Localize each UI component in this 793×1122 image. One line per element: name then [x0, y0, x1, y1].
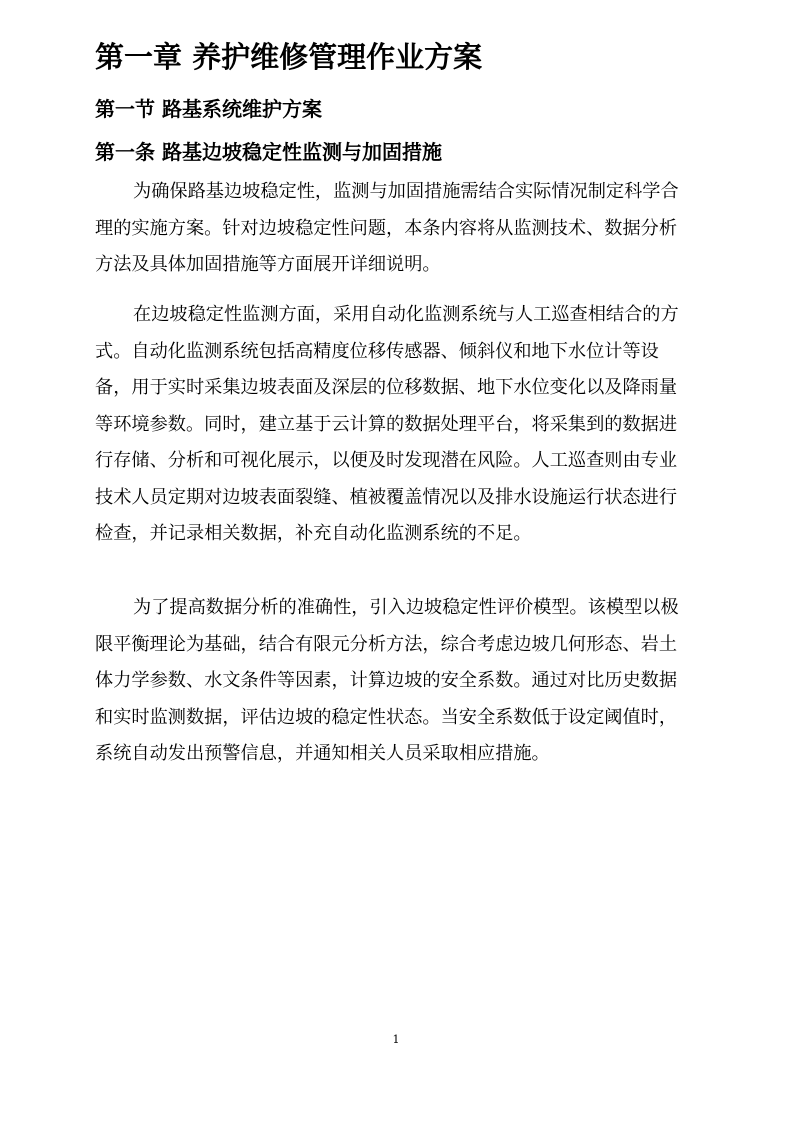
paragraph-line: 体力学参数、水文条件等因素，计算边坡的安全系数。通过对比历史数据 [95, 670, 678, 691]
chapter-title: 第一章 养护维修管理作业方案 [95, 40, 483, 74]
paragraph-line: 限平衡理论为基础，结合有限元分析方法，综合考虑边坡几何形态、岩土 [95, 633, 678, 655]
paragraph-line: 方法及具体加固措施等方面展开详细说明。 [95, 254, 441, 275]
article-title: 第一条 路基边坡稳定性监测与加固措施 [95, 140, 442, 164]
paragraph-line: 行存储、分析和可视化展示，以便及时发现潜在风险。人工巡查则由专业 [95, 450, 678, 471]
paragraph-line: 技术人员定期对边坡表面裂缝、植被覆盖情况以及排水设施运行状态进行 [95, 486, 678, 508]
paragraph-line: 式。自动化监测系统包括高精度位移传感器、倾斜仪和地下水位计等设 [95, 340, 659, 362]
paragraph-line: 检查，并记录相关数据，补充自动化监测系统的不足。 [95, 523, 532, 544]
paragraph-line: 为确保路基边坡稳定性，监测与加固措施需结合实际情况制定科学合 [133, 181, 679, 202]
paragraph-line: 备，用于实时采集边坡表面及深层的位移数据、地下水位变化以及降雨量 [95, 377, 678, 398]
paragraph-1 [95, 174, 695, 284]
paragraph-line: 理的实施方案。针对边坡稳定性问题，本条内容将从监测技术、数据分析 [95, 217, 678, 239]
paragraph-line: 为了提高数据分析的准确性，引入边坡稳定性评价模型。该模型以极 [133, 597, 679, 618]
paragraph-line: 在边坡稳定性监测方面，采用自动化监测系统与人工巡查相结合的方 [133, 304, 679, 325]
paragraph-2 [95, 297, 695, 553]
paragraph-line: 系统自动发出预警信息，并通知相关人员采取相应措施。 [95, 743, 550, 764]
page-number: 1 [392, 1033, 400, 1046]
paragraph-3 [95, 590, 695, 773]
section-title: 第一节 路基系统维护方案 [95, 97, 322, 121]
paragraph-line: 和实时监测数据，评估边坡的稳定性状态。当安全系数低于设定阈值时， [95, 706, 678, 728]
paragraph-line: 等环境参数。同时，建立基于云计算的数据处理平台，将采集到的数据进 [95, 413, 678, 435]
